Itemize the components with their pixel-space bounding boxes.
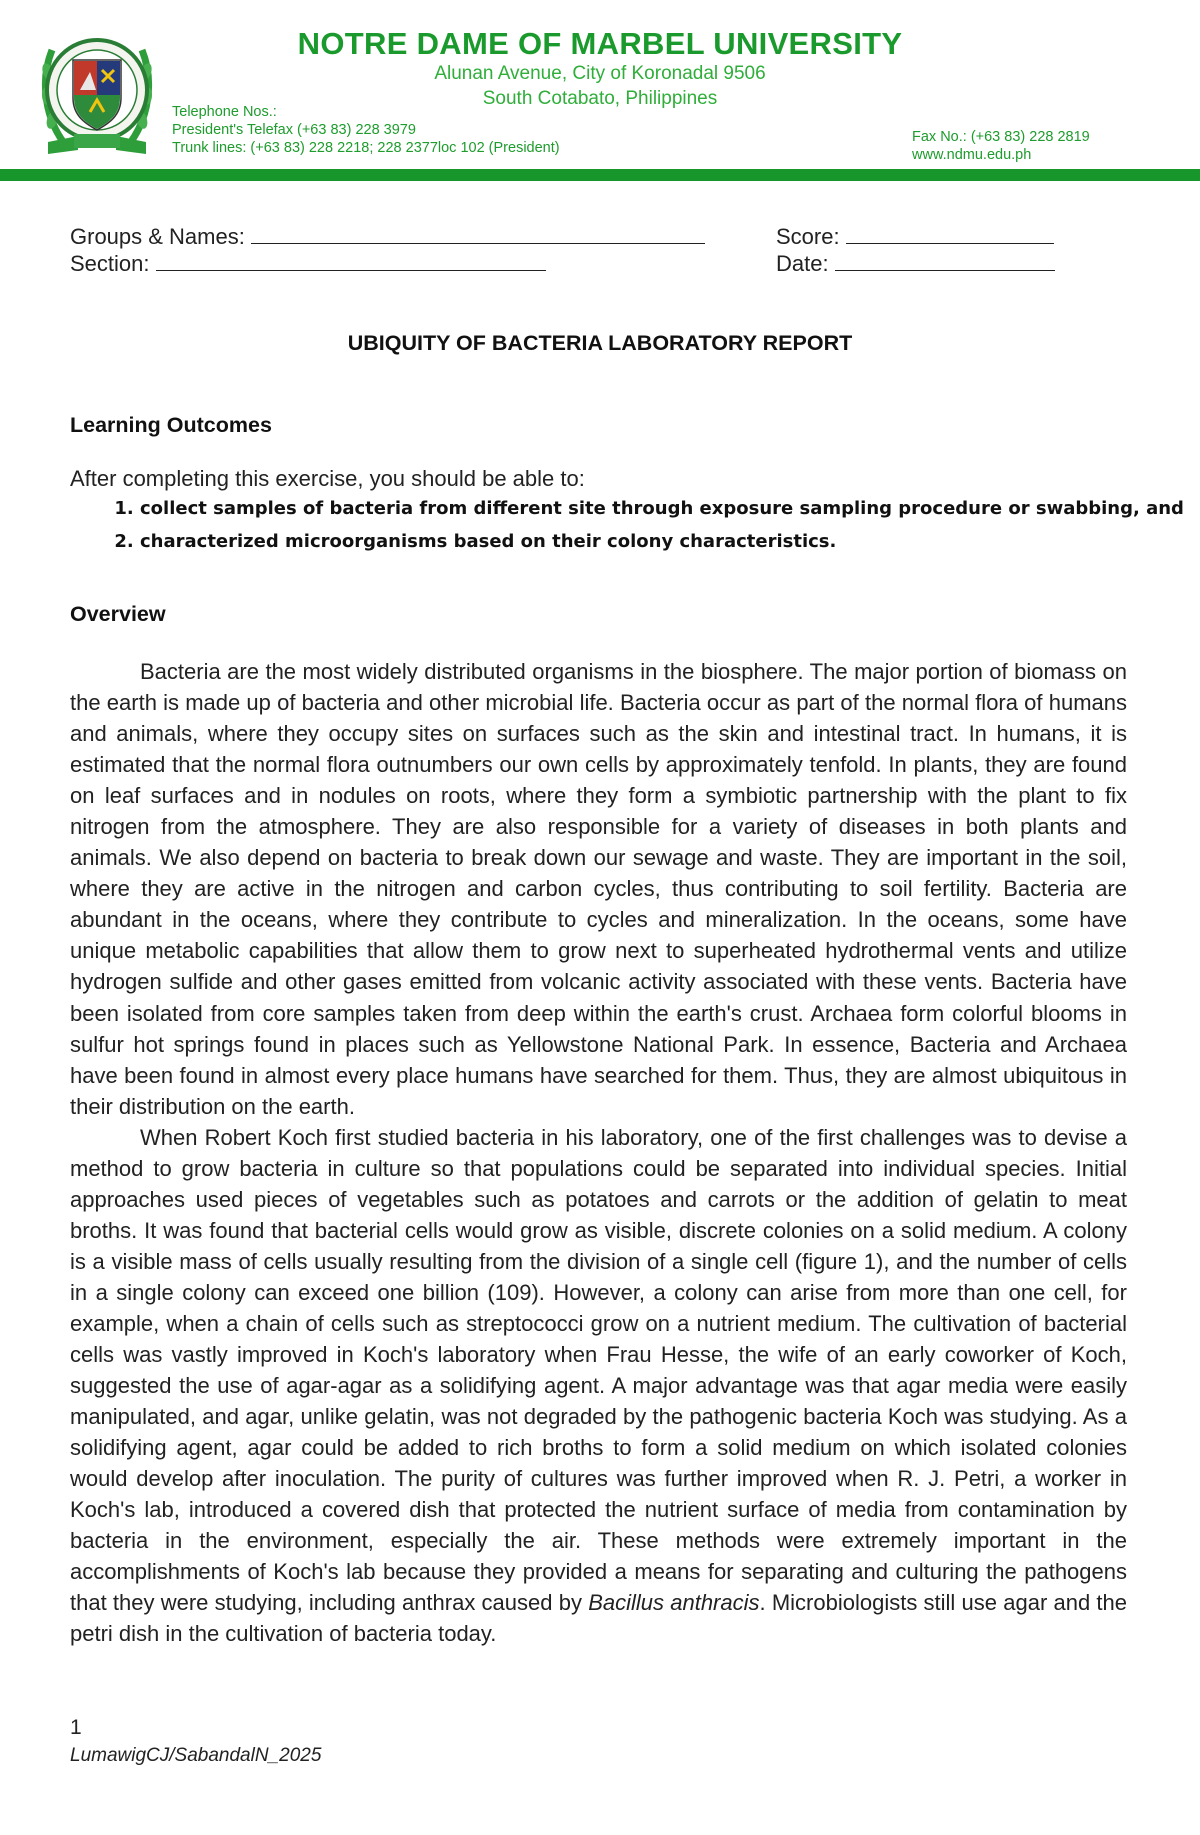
fax-number: Fax No.: (+63 83) 228 2819 [912,129,1090,145]
university-name: NOTRE DAME OF MARBEL UNIVERSITY [297,26,903,61]
learning-outcomes-intro: After completing this exercise, you should be able to: [70,466,585,491]
score-label: Score: [776,224,840,249]
species-name: Bacillus anthracis [588,1590,760,1616]
trunk-lines: Trunk lines: (+63 83) 228 2218; 228 2377loc 102 (President) [172,140,560,156]
date-field [776,251,1055,277]
telephone-label: Telephone Nos.: [172,104,277,120]
paragraph-2-text: When Robert Koch first studied bacteria in his laboratory, one of the first challenges was to devise a method to grow bacteria in culture so that populations could be separated into individual species. Initial approaches used pieces of vegetables such as potatoes and carrots or the addition of gelatin to meat broths. It was found that bacterial cells would grow as visible, discrete colonies on a solid medium. A colony is a visible mass of cells usually resulting from the division of a single cell (figure 1), and the number of cells in a single colony can exceed one billion (109). However, a colony can arise from more than one cell, for example, when a chain of cells such as streptococci grow on a nutrient medium. The cultivation of bacterial cells was vastly improved in Koch's laboratory when Frau Hesse, the wife of an early coworker of Koch, suggested the use of agar-agar as a solidifying agent. A major advantage was that agar media were easily manipulated, and agar, unlike gelatin, was not degraded by the pathogenic bacteria Koch was studying. As a solidifying agent, agar could be added to rich broths to form a solid medium on which isolated colonies would develop after inoculation. The purity of cultures was further improved when R. J. Petri, a worker in Koch's lab, introduced a covered dish that protected the nutrient surface of media from contamination by bacteria in the environment, especially the air. These methods were extremely important in the accomplishments of Koch's lab because they provided a means for separating and culturing the pathogens that they were studying, including anthrax caused by [70,1124,1127,1616]
learning-outcomes-heading: Learning Outcomes [70,413,272,437]
header-divider [0,169,1200,181]
section-blank[interactable] [156,252,546,271]
section-label: Section: [70,251,150,276]
section-field [70,251,546,277]
overview-paragraph-1: Bacteria are the most widely distributed organisms in the biosphere. The major portion of biomass on the earth is made up of bacteria and other microbial life. Bacteria occur as part of the normal flora of humans and animals, where they occupy sites on surfaces such as the skin and intestinal tract. In humans, it is estimated that the normal flora outnumbers our own cells by approximately tenfold. In plants, they are found on leaf surfaces and in nodules on roots, where they form a symbiotic partnership with the plant to fix nitrogen from the atmosphere. They are also responsible for a variety of diseases in both plants and animals. We also depend on bacteria to break down our sewage and waste. They are important in the soil, where they are active in the nitrogen and carbon cycles, thus contributing to soil fertility. Bacteria are abundant in the oceans, where they contribute to cycles and mineralization. In the oceans, some have unique metabolic capabilities that allow them to grow next to superheated hydrothermal vents and utilize hydrogen sulfide and other gases emitted from volcanic activity associated with these vents. Bacteria have been isolated from core samples taken from deep within the earth's crust. Archaea form colorful blooms in sulfur hot springs found in places such as Yellowstone National Park. In essence, Bacteria and Archaea have been found in almost every place humans have searched for them. Thus, they are almost ubiquitous in their distribution on the earth. [70,659,1127,1119]
footer-author: LumawigCJ/SabandalN_2025 [70,1745,322,1766]
list-item: 2. characterized microorganisms based on their colony characteristics. [140,525,1200,558]
telephone-block [172,103,560,157]
website-link[interactable]: www.ndmu.edu.ph [912,147,1032,163]
overview-body [70,656,1127,1650]
groups-names-field [70,224,705,250]
address-line-1: Alunan Avenue, City of Koronadal 9506 [434,63,766,84]
groups-names-label: Groups & Names: [70,224,245,249]
fax-block [912,128,1090,164]
groups-names-blank[interactable] [251,225,705,244]
page-number: 1 [70,1716,82,1739]
list-item: 1. collect samples of bacteria from different site through exposure sampling procedure or swabbing, and [140,492,1200,525]
learning-outcomes-list [100,492,1200,558]
address-line-2: South Cotabato, Philippines [482,88,718,109]
president-telefax: President's Telefax (+63 83) 228 3979 [172,122,416,138]
document-title: UBIQUITY OF BACTERIA LABORATORY REPORT [347,331,853,355]
letterhead [0,0,1200,182]
date-blank[interactable] [835,252,1055,271]
paragraph-2-end: . Microbiologists still use agar and the petri dish in the cultivation of bacteria today. [70,1590,1127,1647]
date-label: Date: [776,251,829,276]
overview-heading: Overview [70,602,166,626]
score-blank[interactable] [846,225,1054,244]
score-field [776,224,1054,250]
overview-paragraph-2 [70,1122,1127,1650]
